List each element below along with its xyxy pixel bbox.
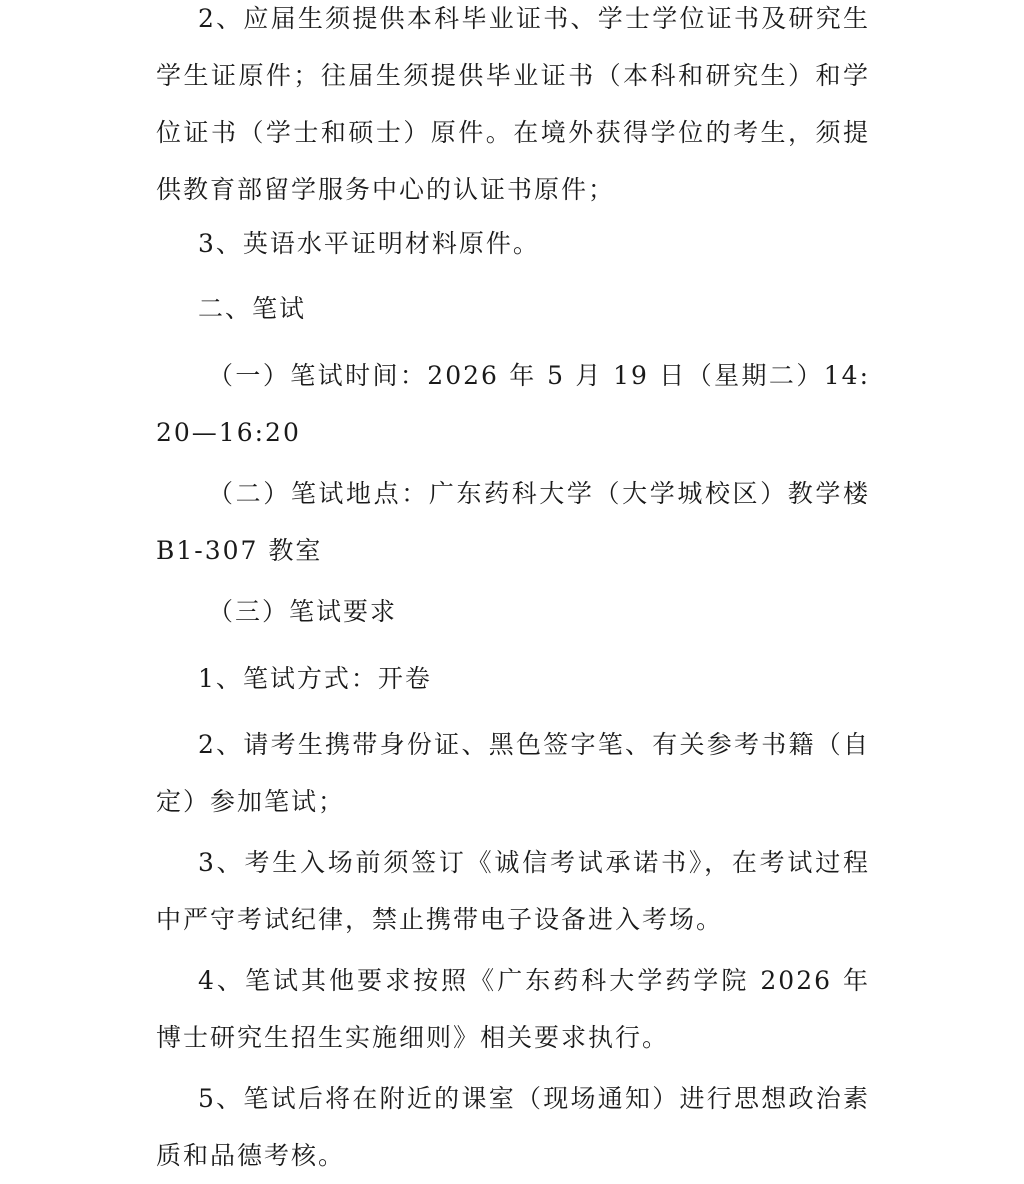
paragraph-english-proof: 3、英语水平证明材料原件。 bbox=[198, 229, 540, 258]
paragraph-integrity-pledge: 3、考生入场前须签订《诚信考试承诺书》，在考试过程中严守考试纪律，禁止携带电子设备进入考场。 bbox=[156, 848, 870, 934]
paragraph-other-requirements: 4、笔试其他要求按照《广东药科大学药学院 2026 年博士研究生招生实施细则》相关要求执行。 bbox=[156, 966, 870, 1052]
paragraph-certificates: 2、应届生须提供本科毕业证书、学士学位证书及研究生学生证原件；往届生须提供毕业证书（本科和研究生）和学位证书（学士和硕士）原件。在境外获得学位的考生，须提供教育部留学服务中心的认证书原件； bbox=[156, 4, 870, 204]
subheading-exam-requirements: （三）笔试要求 bbox=[208, 597, 398, 626]
paragraph-exam-time: （一）笔试时间：2026 年 5 月 19 日（星期二）14:20—16:20 bbox=[156, 361, 870, 447]
paragraph-exam-mode: 1、笔试方式：开卷 bbox=[198, 664, 432, 693]
paragraph-exam-location: （二）笔试地点：广东药科大学（大学城校区）教学楼 B1-307 教室 bbox=[156, 479, 870, 565]
paragraph-bring-items: 2、请考生携带身份证、黑色签字笔、有关参考书籍（自定）参加笔试； bbox=[156, 730, 870, 816]
paragraph-moral-assessment: 5、笔试后将在附近的课室（现场通知）进行思想政治素质和品德考核。 bbox=[156, 1084, 870, 1170]
section-heading-written-exam: 二、笔试 bbox=[198, 294, 307, 323]
